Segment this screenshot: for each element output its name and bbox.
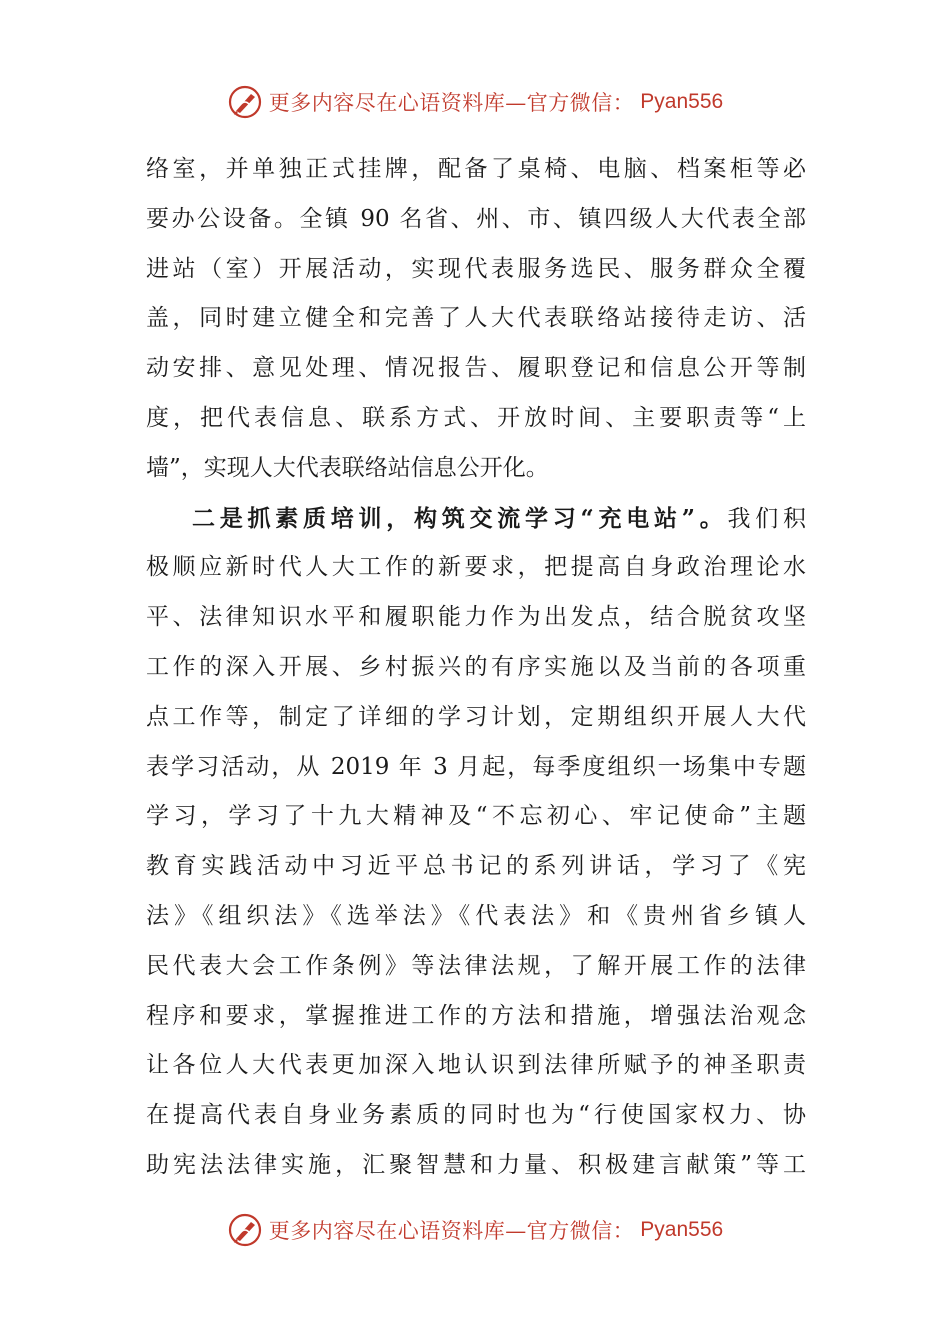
pen-logo-icon [227,84,263,120]
footer-watermark-inner [227,1212,723,1248]
text-line: 学习，学习了十九大精神及“不忘初心、牢记使命”主题 [146,803,806,830]
text-line: 度，把代表信息、联系方式、开放时间、主要职责等“上 [146,404,806,431]
text-line: 极顺应新时代人大工作的新要求，把提高自身政治理论水 [146,554,806,581]
text-line: 络室，并单独正式挂牌，配备了桌椅、电脑、档案柜等必 [146,156,806,182]
header-watermark-banner [0,82,950,122]
paragraph-2-first-line [146,494,806,544]
footer-watermark-text: 更多内容尽在心语资料库—官方微信： [268,1219,635,1243]
text-line: 教育实践活动中习近平总书记的系列讲话，学习了《宪 [146,853,806,880]
footer-watermark-handle: Pyan556 [640,1218,724,1241]
footer-watermark-banner [0,1210,950,1250]
text-line: 让各位人大代表更加深入地认识到法律所赋予的神圣职责 [146,1052,806,1079]
header-watermark-handle: Pyan556 [640,90,724,113]
text-line: 要办公设备。全镇 90 名省、州、市、镇四级人大代表全部 [146,205,806,232]
text-line: 民代表大会工作条例》等法律法规，了解开展工作的法律 [146,952,806,979]
text-line: 点工作等，制定了详细的学习计划，定期组织开展人大代 [146,703,806,730]
text-line: 在提高代表自身业务素质的同时也为“行使国家权力、协 [146,1102,806,1129]
header-watermark-text: 更多内容尽在心语资料库—官方微信： [268,91,635,115]
text-line: 平、法律知识水平和履职能力作为出发点，结合脱贫攻坚 [146,604,806,631]
paragraph-2-heading: 二是抓素质培训，构筑交流学习“充电站”。 [192,504,728,532]
pen-logo-icon [227,1212,263,1248]
text-line: 盖，同时建立健全和完善了人大代表联络站接待走访、活 [146,305,806,332]
text-line: 助宪法法律实施，汇聚智慧和力量、积极建言献策”等工 [146,1151,806,1178]
text-line: 程序和要求，掌握推进工作的方法和措施，增强法治观念 [146,1002,806,1029]
text-line: 进站（室）开展活动，实现代表服务选民、服务群众全覆 [146,255,806,282]
text-line: 法》《组织法》《选举法》《代表法》和《贵州省乡镇人 [146,902,806,929]
text-line: 动安排、意见处理、情况报告、履职登记和信息公开等制 [146,355,806,382]
text-line: 表学习活动，从 2019 年 3 月起，每季度组织一场集中专题 [146,753,806,780]
header-watermark-inner [227,84,723,120]
text-line: 工作的深入开展、乡村振兴的有序实施以及当前的各项重 [146,653,806,680]
paragraph-2-first-rest: 我们积 [727,505,806,532]
document-body [146,145,806,1191]
text-line: 墙”，实现人大代表联络站信息公开化。 [146,454,549,481]
